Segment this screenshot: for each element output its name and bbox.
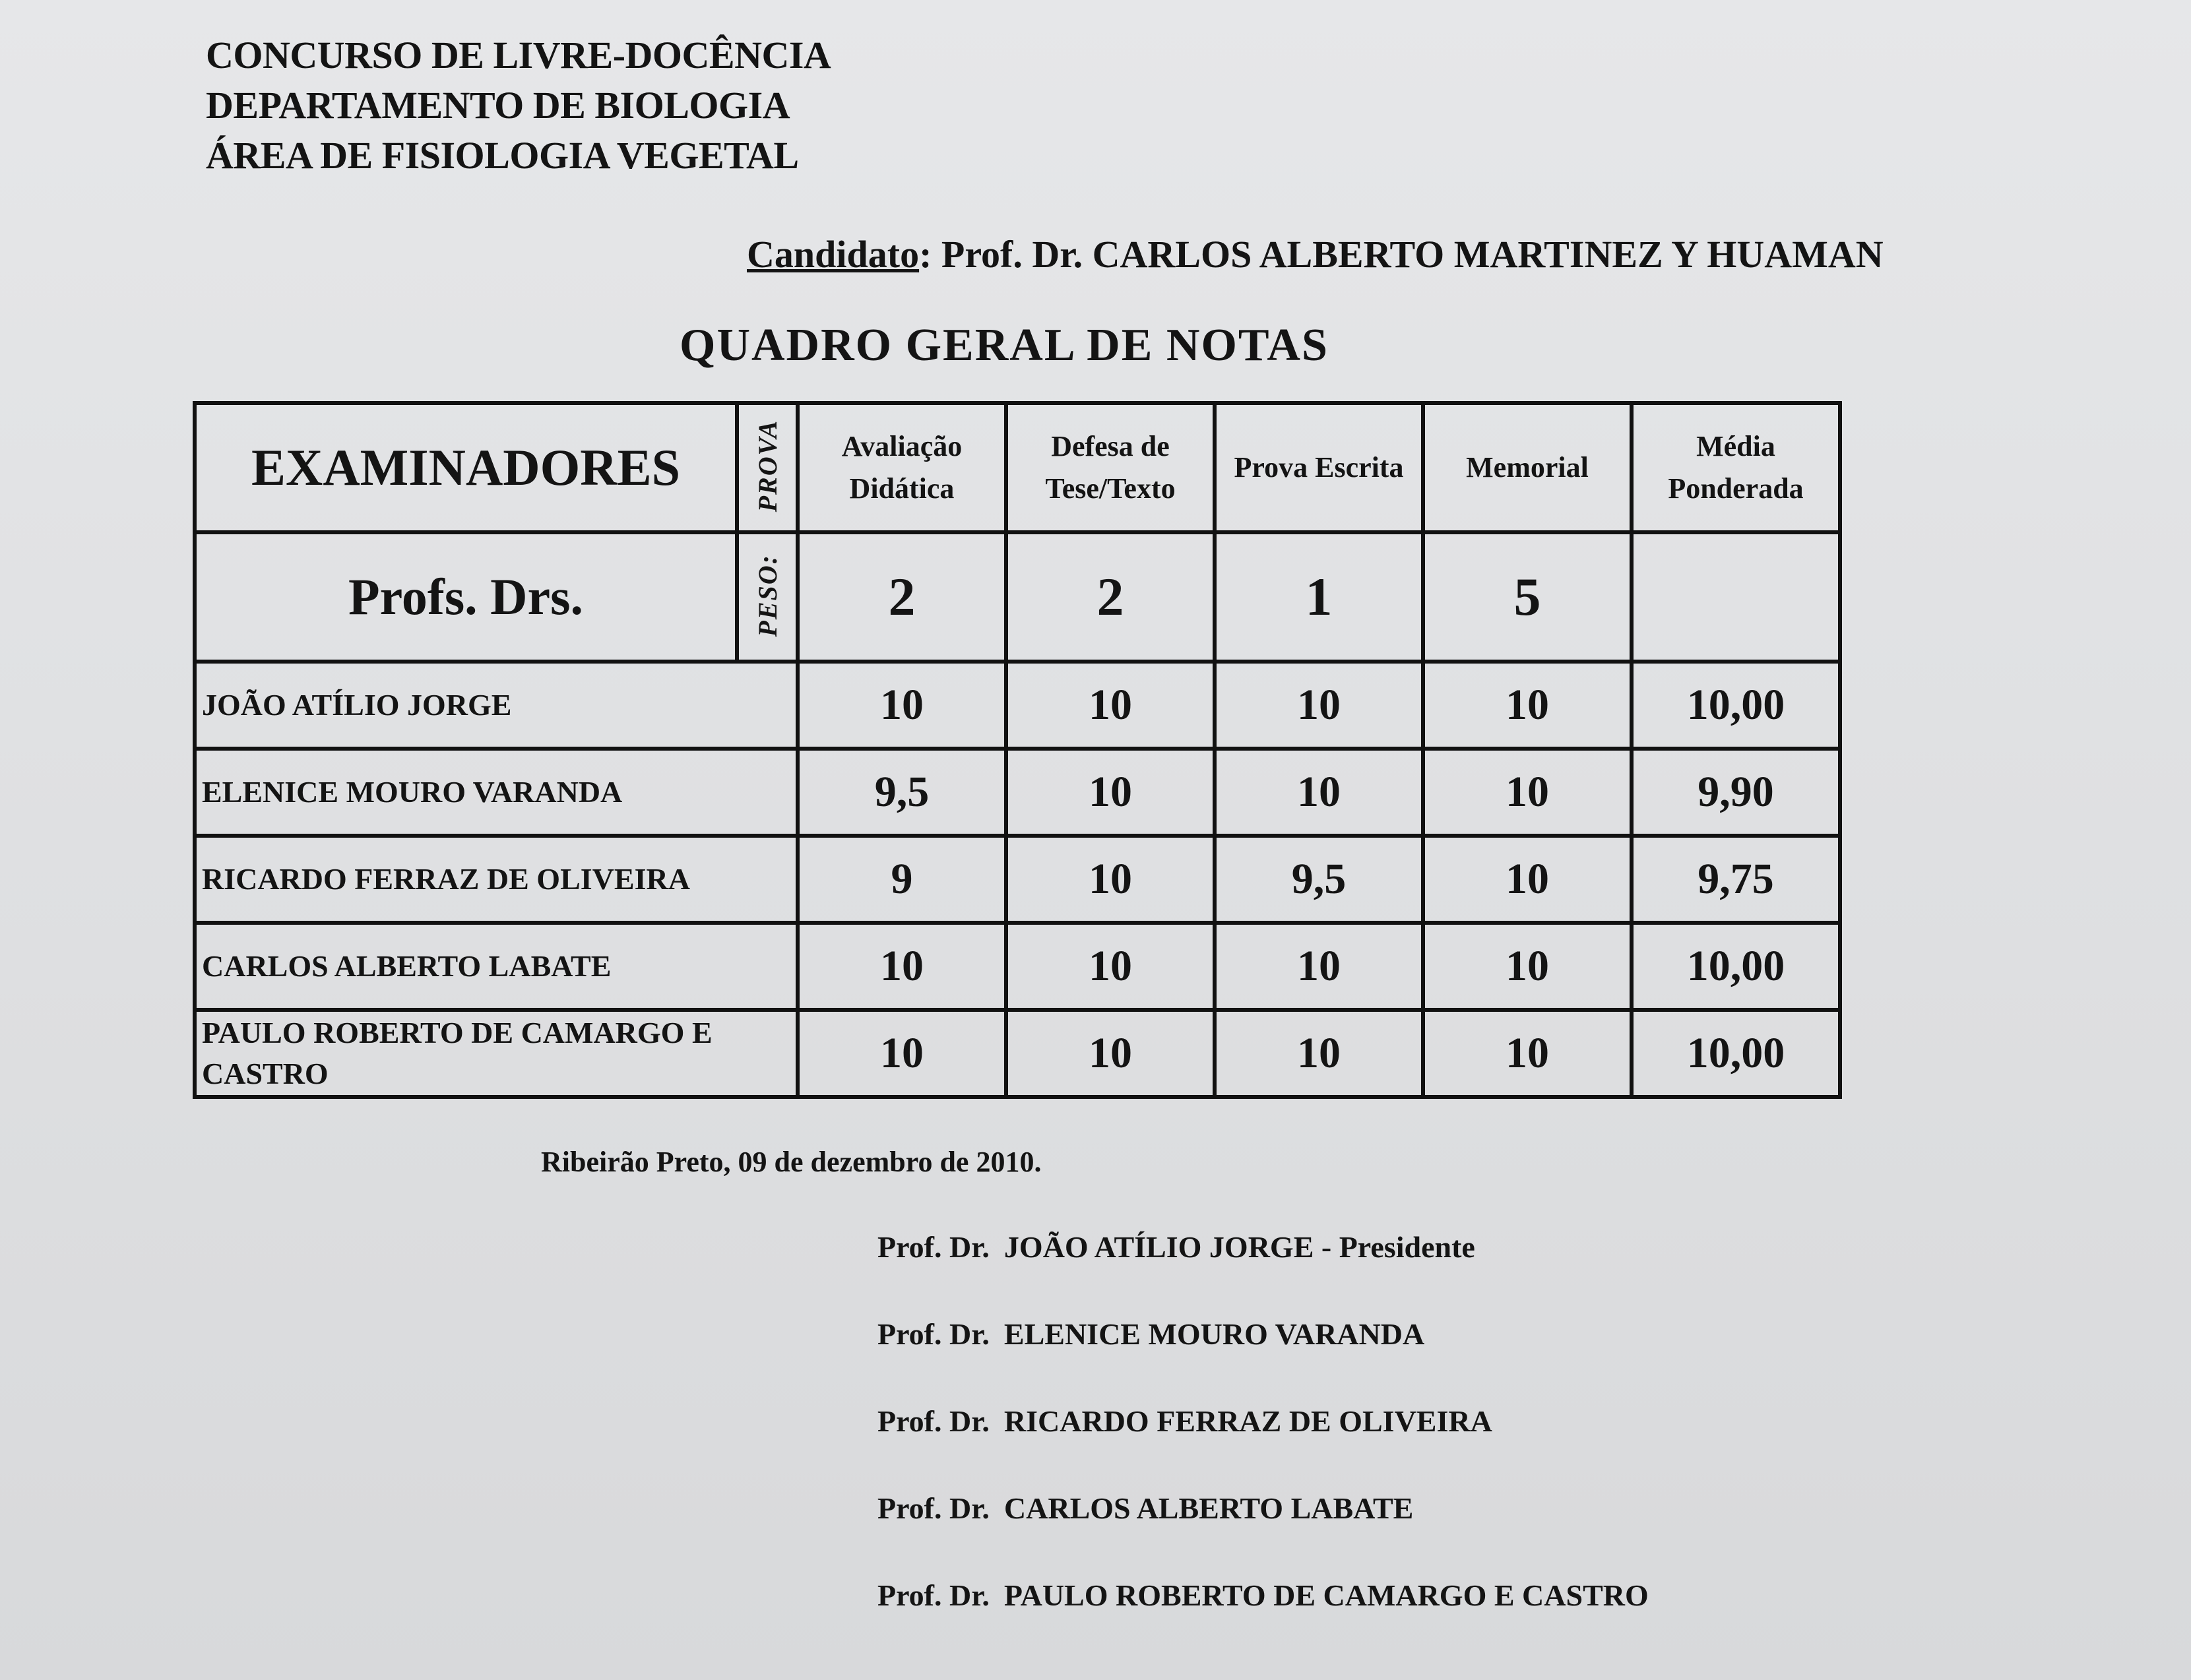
grade-cell: 10 (1215, 749, 1423, 836)
signature-prefix: Prof. Dr. (877, 1317, 990, 1351)
grade-cell: 10 (798, 1010, 1006, 1097)
signature-line (877, 1229, 1475, 1264)
col-header-defesa: Defesa de Tese/Texto (1006, 403, 1215, 532)
date-line: Ribeirão Preto, 09 de dezembro de 2010. (541, 1146, 1042, 1178)
signature-name: RICARDO FERRAZ DE OLIVEIRA (1003, 1404, 1492, 1438)
grade-cell: 10 (1215, 1010, 1423, 1097)
candidate-label: Candidato (747, 233, 920, 276)
weight-cell: 2 (1006, 532, 1215, 662)
header-row (195, 403, 1840, 532)
candidate-line (747, 232, 1884, 276)
examiner-name: ELENICE MOURO VARANDA (195, 749, 798, 836)
examiner-name: PAULO ROBERTO DE CAMARGO E CASTRO (195, 1010, 798, 1097)
examiner-name: RICARDO FERRAZ DE OLIVEIRA (195, 836, 798, 923)
grade-cell: 10 (1423, 836, 1632, 923)
signature-name: PAULO ROBERTO DE CAMARGO E CASTRO (1003, 1578, 1649, 1612)
grade-cell: 9,5 (1215, 836, 1423, 923)
weight-cell (1632, 532, 1840, 662)
grade-cell: 9,5 (798, 749, 1006, 836)
grade-cell: 10 (1006, 1010, 1215, 1097)
table-title: QUADRO GERAL DE NOTAS (680, 320, 1329, 371)
average-cell: 10,00 (1632, 923, 1840, 1010)
weights-row (195, 532, 1840, 662)
grade-cell: 10 (1423, 662, 1632, 749)
grade-cell: 10 (1423, 1010, 1632, 1097)
average-cell: 9,90 (1632, 749, 1840, 836)
signature-line (877, 1404, 1492, 1439)
signature-prefix: Prof. Dr. (877, 1491, 990, 1525)
header-line-1: CONCURSO DE LIVRE-DOCÊNCIA (206, 34, 831, 77)
signature-name: CARLOS ALBERTO LABATE (1003, 1491, 1414, 1525)
grade-cell: 10 (798, 923, 1006, 1010)
table-row (195, 662, 1840, 749)
signature-line (877, 1578, 1649, 1613)
examiners-header: EXAMINADORES (195, 403, 737, 532)
col-header-avaliacao: Avaliação Didática (798, 403, 1006, 532)
examiner-name: CARLOS ALBERTO LABATE (195, 923, 798, 1010)
weight-cell: 5 (1423, 532, 1632, 662)
table-row (195, 749, 1840, 836)
grade-cell: 9 (798, 836, 1006, 923)
col-header-media: Média Ponderada (1632, 403, 1840, 532)
profs-header: Profs. Drs. (195, 532, 737, 662)
examiner-name: JOÃO ATÍLIO JORGE (195, 662, 798, 749)
table-row (195, 1010, 1840, 1097)
grade-cell: 10 (1006, 923, 1215, 1010)
weight-cell: 2 (798, 532, 1006, 662)
header-line-2: DEPARTAMENTO DE BIOLOGIA (206, 84, 790, 127)
header-line-3: ÁREA DE FISIOLOGIA VEGETAL (206, 134, 799, 177)
signature-line (877, 1317, 1424, 1352)
grade-cell: 10 (798, 662, 1006, 749)
signature-prefix: Prof. Dr. (877, 1404, 990, 1438)
weight-cell: 1 (1215, 532, 1423, 662)
peso-label: PESO: (752, 553, 782, 637)
grade-cell: 10 (1006, 662, 1215, 749)
average-cell: 10,00 (1632, 1010, 1840, 1097)
grade-cell: 10 (1006, 836, 1215, 923)
signature-name: ELENICE MOURO VARANDA (1003, 1317, 1425, 1351)
col-header-prova-escrita: Prova Escrita (1215, 403, 1423, 532)
signature-prefix: Prof. Dr. (877, 1578, 990, 1612)
prova-label: PROVA (752, 420, 782, 513)
grade-cell: 10 (1006, 749, 1215, 836)
table-row (195, 836, 1840, 923)
signature-prefix: Prof. Dr. (877, 1230, 990, 1264)
signature-line (877, 1491, 1413, 1526)
grade-cell: 10 (1423, 749, 1632, 836)
candidate-name: : Prof. Dr. CARLOS ALBERTO MARTINEZ Y HUAMAN (919, 233, 1884, 276)
prova-cell (737, 403, 798, 532)
grade-cell: 10 (1215, 662, 1423, 749)
col-header-memorial: Memorial (1423, 403, 1632, 532)
table-row (195, 923, 1840, 1010)
peso-cell (737, 532, 798, 662)
grades-table (193, 401, 1842, 1099)
average-cell: 9,75 (1632, 836, 1840, 923)
grade-cell: 10 (1423, 923, 1632, 1010)
average-cell: 10,00 (1632, 662, 1840, 749)
signature-name: JOÃO ATÍLIO JORGE - Presidente (1003, 1230, 1475, 1264)
grade-cell: 10 (1215, 923, 1423, 1010)
